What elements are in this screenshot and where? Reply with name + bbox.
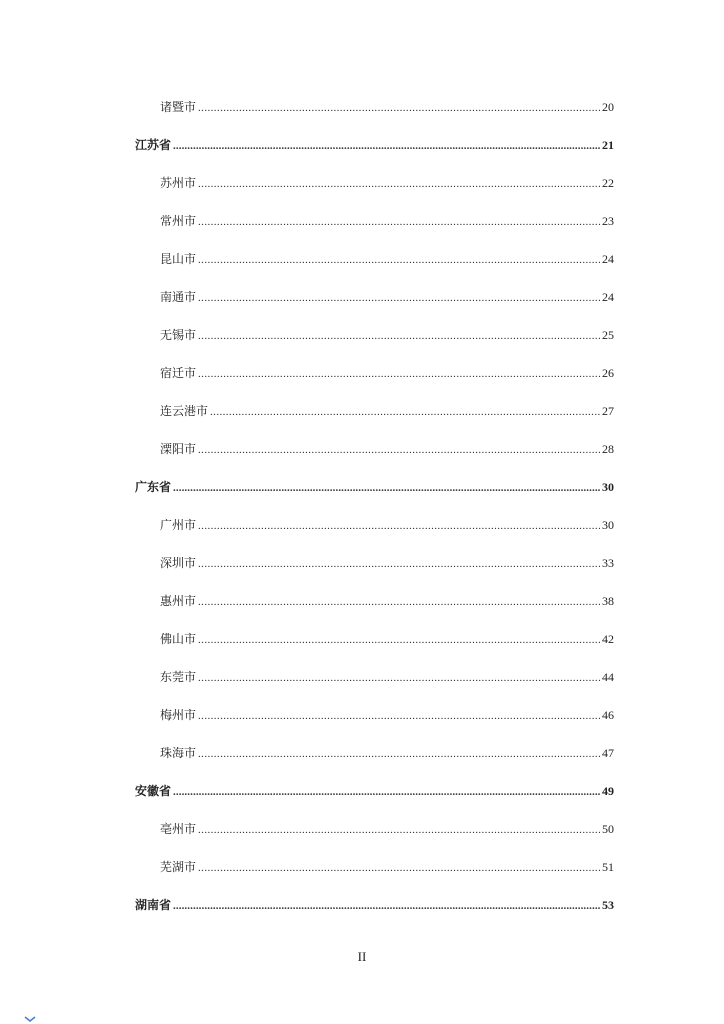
toc-dot-leader bbox=[173, 136, 600, 156]
toc-entry[interactable] bbox=[160, 743, 614, 763]
toc-entry[interactable] bbox=[160, 629, 614, 649]
toc-dot-leader bbox=[173, 782, 600, 802]
toc-entry[interactable] bbox=[160, 591, 614, 611]
toc-entry[interactable] bbox=[160, 249, 614, 269]
toc-entry[interactable] bbox=[160, 173, 614, 193]
toc-dot-leader bbox=[198, 364, 600, 384]
page-number: II bbox=[357, 949, 367, 964]
toc-dot-leader bbox=[198, 326, 600, 346]
toc-dot-leader bbox=[198, 174, 600, 194]
toc-entry[interactable] bbox=[160, 667, 614, 687]
toc-section-page: 53 bbox=[602, 898, 614, 912]
toc-entry-page: 51 bbox=[602, 860, 614, 874]
toc-entry-title: 珠海市 bbox=[160, 746, 197, 760]
toc-entry[interactable] bbox=[160, 97, 614, 117]
chevron-down-icon bbox=[24, 1016, 36, 1024]
toc-dot-leader bbox=[198, 440, 600, 460]
toc-section-page: 49 bbox=[602, 784, 614, 798]
toc-dot-leader bbox=[210, 402, 600, 422]
toc-entry-page: 42 bbox=[602, 632, 614, 646]
toc-section-title: 江苏省 bbox=[135, 138, 172, 152]
toc-entry-title: 梅州市 bbox=[160, 708, 197, 722]
toc-entry-title: 佛山市 bbox=[160, 632, 197, 646]
toc-entry-title: 亳州市 bbox=[160, 822, 197, 836]
toc-entry[interactable] bbox=[160, 857, 614, 877]
toc-section-entry[interactable] bbox=[135, 477, 614, 497]
toc-entry-page: 27 bbox=[602, 404, 614, 418]
toc-entry-page: 46 bbox=[602, 708, 614, 722]
toc-dot-leader bbox=[173, 478, 600, 498]
toc-dot-leader bbox=[198, 592, 600, 612]
toc-entry-title: 苏州市 bbox=[160, 176, 197, 190]
toc-entry-page: 20 bbox=[602, 100, 614, 114]
toc-section-page: 30 bbox=[602, 480, 614, 494]
toc-entry-title: 芜湖市 bbox=[160, 860, 197, 874]
toc-section-entry[interactable] bbox=[135, 895, 614, 915]
toc-section-title: 湖南省 bbox=[135, 898, 172, 912]
toc-entry-page: 47 bbox=[602, 746, 614, 760]
toc-entry-page: 50 bbox=[602, 822, 614, 836]
toc-entry[interactable] bbox=[160, 515, 614, 535]
toc-dot-leader bbox=[198, 212, 600, 232]
toc-section-entry[interactable] bbox=[135, 135, 614, 155]
toc-entry-title: 溧阳市 bbox=[160, 442, 197, 456]
toc-entry-title: 深圳市 bbox=[160, 556, 197, 570]
toc-entry-page: 24 bbox=[602, 290, 614, 304]
toc-entry[interactable] bbox=[160, 705, 614, 725]
toc-entry-title: 连云港市 bbox=[160, 404, 209, 418]
toc-entry[interactable] bbox=[160, 211, 614, 231]
toc-entry[interactable] bbox=[160, 553, 614, 573]
toc-entry-title: 宿迁市 bbox=[160, 366, 197, 380]
toc-dot-leader bbox=[173, 896, 600, 916]
toc-entry-title: 常州市 bbox=[160, 214, 197, 228]
toc-entry[interactable] bbox=[160, 325, 614, 345]
toc-entry-page: 28 bbox=[602, 442, 614, 456]
toc-dot-leader bbox=[198, 630, 600, 650]
toc-section-page: 21 bbox=[602, 138, 614, 152]
toc-dot-leader bbox=[198, 820, 600, 840]
toc-entry-page: 33 bbox=[602, 556, 614, 570]
toc-entry-title: 惠州市 bbox=[160, 594, 197, 608]
toc-section-entry[interactable] bbox=[135, 781, 614, 801]
toc-dot-leader bbox=[198, 706, 600, 726]
toc-entry-title: 昆山市 bbox=[160, 252, 197, 266]
toc-entry[interactable] bbox=[160, 287, 614, 307]
toc-entry-page: 25 bbox=[602, 328, 614, 342]
toc-entry-title: 诸暨市 bbox=[160, 100, 197, 114]
toc-entry[interactable] bbox=[160, 439, 614, 459]
toc-dot-leader bbox=[198, 250, 600, 270]
toc-dot-leader bbox=[198, 744, 600, 764]
toc-entry-page: 38 bbox=[602, 594, 614, 608]
toc-entry[interactable] bbox=[160, 401, 614, 421]
toc-entry-page: 24 bbox=[602, 252, 614, 266]
toc-entry[interactable] bbox=[160, 819, 614, 839]
toc-dot-leader bbox=[198, 858, 600, 878]
toc-section-title: 广东省 bbox=[135, 480, 172, 494]
toc-entry-title: 无锡市 bbox=[160, 328, 197, 342]
toc-entry-title: 东莞市 bbox=[160, 670, 197, 684]
toc-dot-leader bbox=[198, 288, 600, 308]
toc-dot-leader bbox=[198, 554, 600, 574]
toc-entry-page: 44 bbox=[602, 670, 614, 684]
toc-entry-page: 22 bbox=[602, 176, 614, 190]
toc-section-title: 安徽省 bbox=[135, 784, 172, 798]
toc-entry-page: 26 bbox=[602, 366, 614, 380]
toc-dot-leader bbox=[198, 98, 600, 118]
toc-entry-title: 广州市 bbox=[160, 518, 197, 532]
toc-entry-title: 南通市 bbox=[160, 290, 197, 304]
toc-dot-leader bbox=[198, 516, 600, 536]
toc-entry-page: 23 bbox=[602, 214, 614, 228]
toc-entry[interactable] bbox=[160, 363, 614, 383]
toc-dot-leader bbox=[198, 668, 600, 688]
toc-entry-page: 30 bbox=[602, 518, 614, 532]
